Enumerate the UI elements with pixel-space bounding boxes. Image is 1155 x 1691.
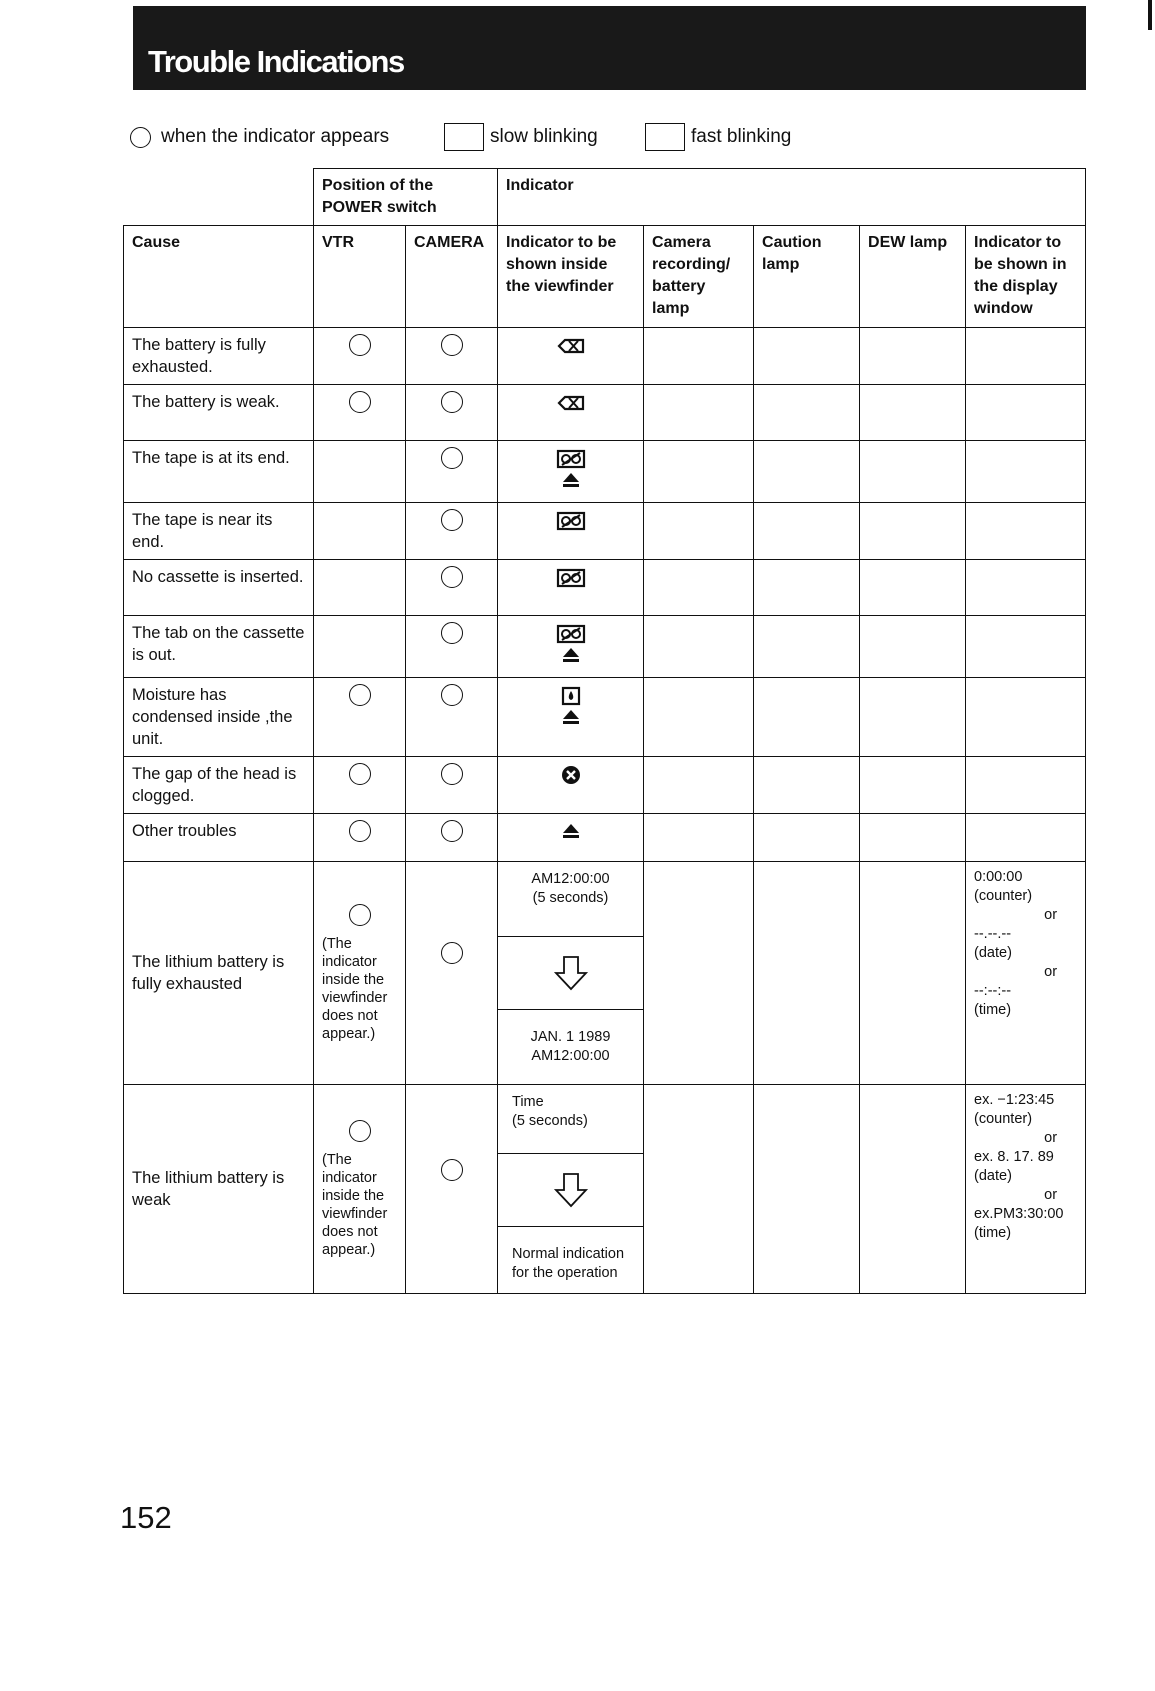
vtr-note: (The indicator inside the viewfinder does not appear.): [322, 935, 388, 1042]
circle-mark-icon: [349, 763, 371, 785]
display-date-label: (date): [974, 945, 1012, 961]
camera-lamp-cell: [644, 503, 754, 560]
caution-lamp-cell: [754, 757, 860, 814]
table-row: [124, 1085, 1086, 1294]
circle-mark-icon: [349, 1120, 371, 1142]
display-window-cell: [966, 503, 1086, 560]
caution-lamp-cell: [754, 328, 860, 385]
legend-fast: [645, 122, 791, 152]
viewfinder-header: Indicator to be shown inside the viewfinder: [498, 226, 644, 328]
camera-cell: [406, 678, 498, 757]
circle-symbol-icon: [130, 127, 151, 148]
display-or: or: [1044, 964, 1058, 980]
head-clog-icon: [506, 765, 635, 785]
display-window-cell: [966, 385, 1086, 441]
display-window-cell: [966, 862, 1086, 1085]
caution-lamp-cell: [754, 678, 860, 757]
display-window-cell: [966, 616, 1086, 678]
viewfinder-indicator-cell: [498, 441, 644, 503]
table-row: [124, 678, 1086, 757]
sequence-arrow: [498, 1154, 643, 1227]
cause-cell: The gap of the head is clogged.: [124, 757, 314, 814]
cause-cell: The lithium battery is fully exhausted: [124, 862, 314, 1085]
camera-lamp-cell: [644, 616, 754, 678]
position-group-header: Position of the POWER switch: [314, 169, 498, 226]
eject-icon: [506, 708, 635, 726]
sequence-arrow: [498, 937, 643, 1010]
page-title: Trouble Indications: [148, 44, 404, 79]
table-row: [124, 616, 1086, 678]
table-row: [124, 503, 1086, 560]
vtr-cell: [314, 441, 406, 503]
viewfinder-indicator-cell: [498, 503, 644, 560]
vtr-cell: [314, 814, 406, 862]
vtr-cell: [314, 560, 406, 616]
caution-lamp-cell: [754, 385, 860, 441]
cause-cell: The tape is near its end.: [124, 503, 314, 560]
display-or: or: [1044, 907, 1058, 923]
dew-lamp-cell: [860, 441, 966, 503]
display-window-cell: [966, 1085, 1086, 1294]
display-time-label: (time): [974, 1002, 1012, 1018]
camera-lamp-cell: [644, 385, 754, 441]
display-counter: 0:00:00: [974, 869, 1023, 885]
page-number: 152: [120, 1500, 172, 1535]
down-arrow-icon: [551, 1170, 591, 1210]
legend-appears: [130, 122, 389, 152]
camera-lamp-cell: [644, 678, 754, 757]
table-row: [124, 814, 1086, 862]
vtr-cell: [314, 678, 406, 757]
legend-slow: [444, 122, 598, 152]
circle-mark-icon: [441, 763, 463, 785]
sequence-bottom: Normal indication for the operation: [512, 1246, 625, 1281]
viewfinder-sequence-cell: [498, 1085, 644, 1294]
camera-cell: [406, 757, 498, 814]
camera-lamp-header: Camera recording/ battery lamp: [644, 226, 754, 328]
trouble-table: [123, 168, 1086, 1294]
vtr-cell: [314, 616, 406, 678]
cause-header: Cause: [124, 226, 314, 328]
page-edge-mark: [1148, 0, 1152, 30]
display-counter: ex. −1:23:45: [974, 1092, 1055, 1108]
camera-lamp-cell: [644, 1085, 754, 1294]
sequence-top: Time (5 seconds): [498, 1085, 643, 1154]
camera-lamp-cell: [644, 560, 754, 616]
circle-mark-icon: [349, 820, 371, 842]
display-counter-label: (counter): [974, 888, 1033, 904]
viewfinder-indicator-cell: [498, 814, 644, 862]
dew-lamp-cell: [860, 560, 966, 616]
camera-lamp-cell: [644, 862, 754, 1085]
dew-lamp-cell: [860, 814, 966, 862]
camera-cell: [406, 503, 498, 560]
caution-lamp-cell: [754, 503, 860, 560]
sequence-top: AM12:00:00 (5 seconds): [498, 862, 643, 937]
camera-cell: [406, 1085, 498, 1294]
viewfinder-indicator-cell: [498, 678, 644, 757]
display-date: ex. 8. 17. 89: [974, 1149, 1054, 1165]
circle-mark-icon: [349, 904, 371, 926]
camera-lamp-cell: [644, 328, 754, 385]
display-date-label: (date): [974, 1168, 1012, 1184]
down-arrow-icon: [551, 953, 591, 993]
cause-cell: Moisture has condensed inside ,the unit.: [124, 678, 314, 757]
vtr-cell: [314, 503, 406, 560]
dew-lamp-cell: [860, 1085, 966, 1294]
vtr-cell: [314, 385, 406, 441]
cause-cell: The lithium battery is weak: [124, 1085, 314, 1294]
cause-cell: No cassette is inserted.: [124, 560, 314, 616]
caution-lamp-cell: [754, 616, 860, 678]
circle-mark-icon: [349, 684, 371, 706]
dew-lamp-cell: [860, 862, 966, 1085]
display-window-cell: [966, 678, 1086, 757]
dew-lamp-cell: [860, 503, 966, 560]
eject-icon: [506, 822, 635, 840]
display-date: --.--.--: [974, 926, 1012, 942]
camera-cell: [406, 814, 498, 862]
cause-cell: Other troubles: [124, 814, 314, 862]
display-window-header: Indicator to be shown in the display window: [966, 226, 1086, 328]
display-time-label: (time): [974, 1225, 1012, 1241]
caution-lamp-cell: [754, 814, 860, 862]
circle-mark-icon: [441, 942, 463, 964]
caution-lamp-cell: [754, 560, 860, 616]
header-corner: [124, 169, 314, 226]
viewfinder-indicator-cell: [498, 385, 644, 441]
vtr-cell: [314, 862, 406, 1085]
display-counter-label: (counter): [974, 1111, 1033, 1127]
battery-empty-icon: [506, 393, 635, 413]
table-row: [124, 385, 1086, 441]
camera-lamp-cell: [644, 441, 754, 503]
camera-lamp-cell: [644, 814, 754, 862]
circle-mark-icon: [441, 566, 463, 588]
circle-mark-icon: [441, 334, 463, 356]
cassette-icon: [506, 624, 635, 644]
trouble-rows: [124, 328, 1086, 862]
camera-cell: [406, 328, 498, 385]
display-window-cell: [966, 814, 1086, 862]
camera-cell: [406, 385, 498, 441]
vtr-header: VTR: [314, 226, 406, 328]
vtr-cell: [314, 1085, 406, 1294]
table-row: [124, 862, 1086, 1085]
table-row: [124, 328, 1086, 385]
dew-lamp-cell: [860, 678, 966, 757]
vtr-note: (The indicator inside the viewfinder does not appear.): [322, 1151, 388, 1258]
moisture-icon: [506, 686, 635, 706]
display-window-cell: [966, 757, 1086, 814]
caution-lamp-cell: [754, 862, 860, 1085]
viewfinder-indicator-cell: [498, 560, 644, 616]
legend-fast-label: fast blinking: [691, 126, 792, 147]
cassette-icon: [506, 568, 635, 588]
dew-lamp-header: DEW lamp: [860, 226, 966, 328]
cause-cell: The battery is fully exhausted.: [124, 328, 314, 385]
dew-lamp-cell: [860, 385, 966, 441]
circle-mark-icon: [441, 684, 463, 706]
cassette-icon: [506, 511, 635, 531]
slow-blink-box-icon: [444, 123, 484, 151]
circle-mark-icon: [441, 391, 463, 413]
viewfinder-sequence-cell: [498, 862, 644, 1085]
display-window-cell: [966, 560, 1086, 616]
viewfinder-indicator-cell: [498, 616, 644, 678]
display-window-cell: [966, 328, 1086, 385]
viewfinder-indicator-cell: [498, 328, 644, 385]
dew-lamp-cell: [860, 616, 966, 678]
camera-cell: [406, 560, 498, 616]
circle-mark-icon: [349, 391, 371, 413]
circle-mark-icon: [441, 622, 463, 644]
display-or: or: [1044, 1187, 1058, 1203]
display-time: ex.PM3:30:00: [974, 1206, 1064, 1222]
display-or: or: [1044, 1130, 1058, 1146]
circle-mark-icon: [441, 447, 463, 469]
circle-mark-icon: [441, 509, 463, 531]
cassette-icon: [506, 449, 635, 469]
camera-header: CAMERA: [406, 226, 498, 328]
battery-empty-icon: [506, 336, 635, 356]
indicator-group-header: Indicator: [498, 169, 1086, 226]
cause-cell: The tape is at its end.: [124, 441, 314, 503]
cause-cell: The tab on the cassette is out.: [124, 616, 314, 678]
camera-cell: [406, 441, 498, 503]
table-row: [124, 560, 1086, 616]
legend-slow-label: slow blinking: [490, 126, 598, 147]
caution-lamp-cell: [754, 1085, 860, 1294]
circle-mark-icon: [441, 1159, 463, 1181]
camera-lamp-cell: [644, 757, 754, 814]
vtr-cell: [314, 328, 406, 385]
fast-blink-box-icon: [645, 123, 685, 151]
vtr-cell: [314, 757, 406, 814]
table-row: [124, 757, 1086, 814]
display-time: --:--:--: [974, 983, 1012, 999]
legend-appears-label: when the indicator appears: [161, 126, 390, 147]
caution-lamp-header: Caution lamp: [754, 226, 860, 328]
eject-icon: [506, 646, 635, 664]
display-window-cell: [966, 441, 1086, 503]
table-row: [124, 441, 1086, 503]
camera-cell: [406, 862, 498, 1085]
sequence-bottom: JAN. 1 1989 AM12:00:00: [530, 1029, 611, 1064]
dew-lamp-cell: [860, 757, 966, 814]
lithium-rows: [124, 862, 1086, 1294]
viewfinder-indicator-cell: [498, 757, 644, 814]
dew-lamp-cell: [860, 328, 966, 385]
title-bar: [133, 6, 1086, 90]
cause-cell: The battery is weak.: [124, 385, 314, 441]
caution-lamp-cell: [754, 441, 860, 503]
eject-icon: [506, 471, 635, 489]
camera-cell: [406, 616, 498, 678]
circle-mark-icon: [349, 334, 371, 356]
circle-mark-icon: [441, 820, 463, 842]
